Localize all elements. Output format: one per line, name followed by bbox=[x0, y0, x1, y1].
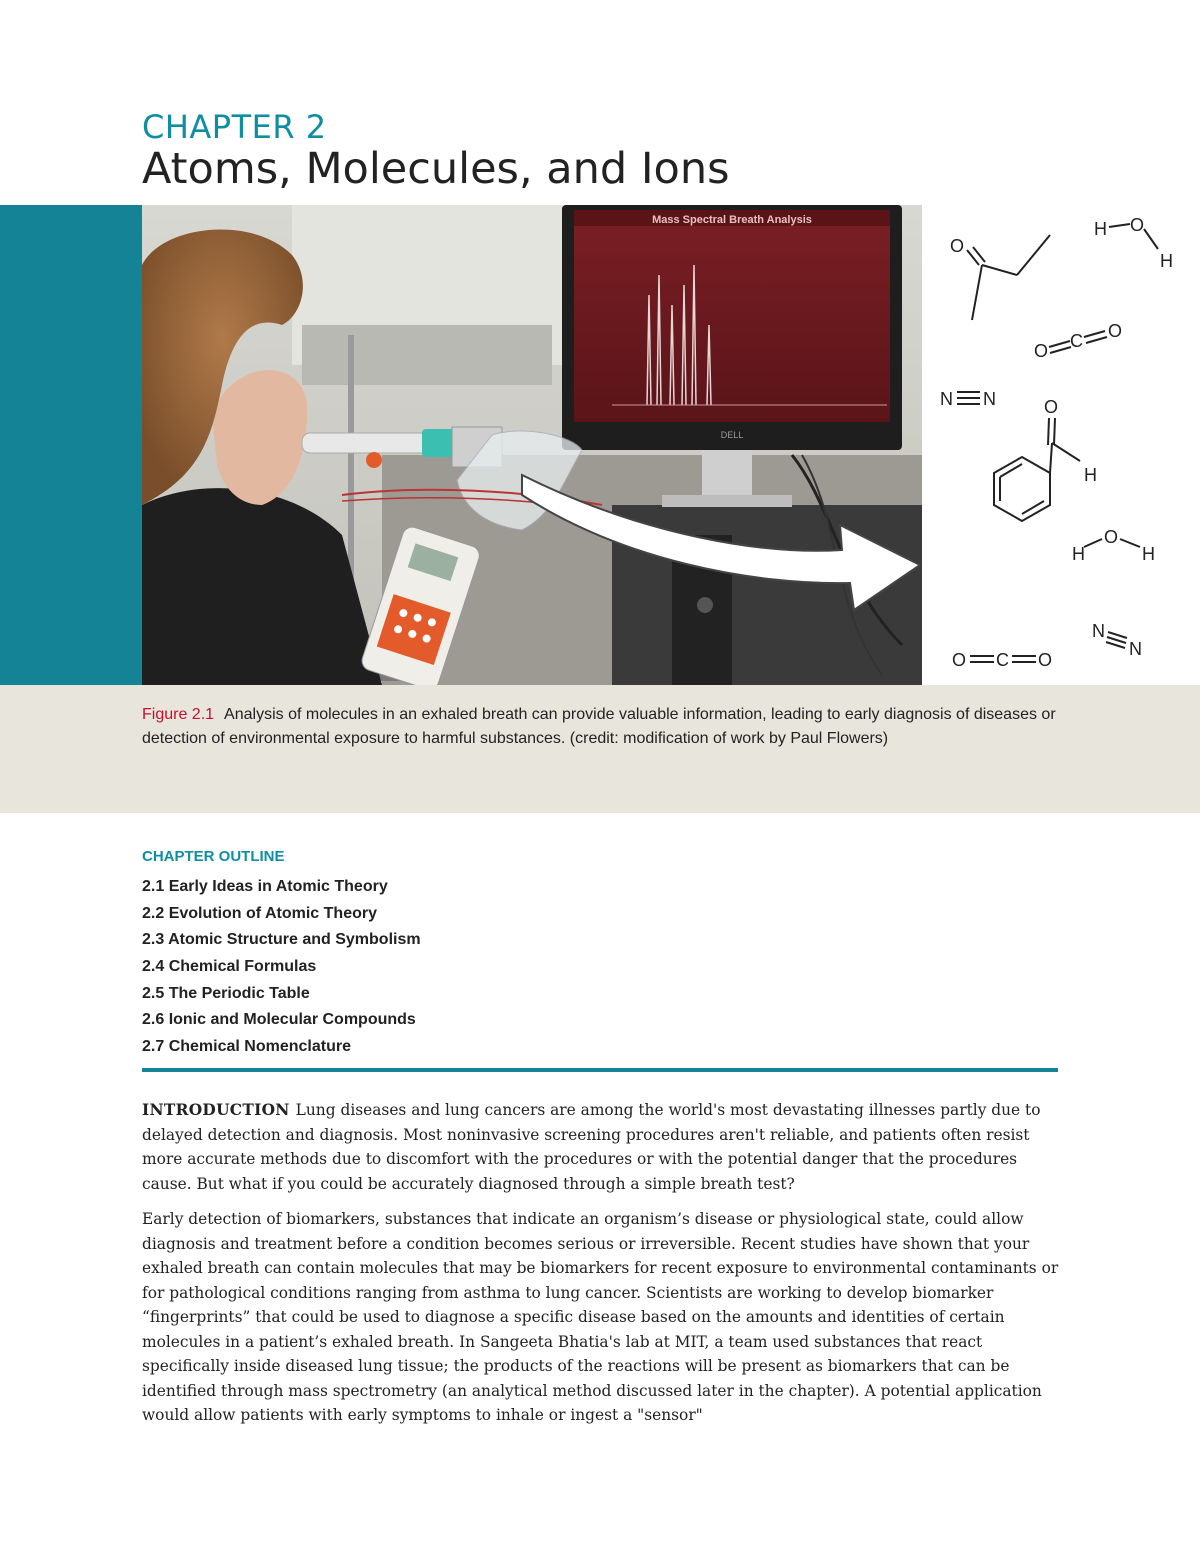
co2-a-c: C bbox=[1070, 331, 1083, 351]
outline-item[interactable]: 2.5 The Periodic Table bbox=[142, 984, 310, 1002]
chapter-outline-heading: CHAPTER OUTLINE bbox=[142, 848, 285, 865]
co2-a-o1: O bbox=[1034, 341, 1049, 361]
water-top-h2: H bbox=[1160, 251, 1173, 271]
outline-item[interactable]: 2.6 Ionic and Molecular Compounds bbox=[142, 1011, 416, 1029]
introduction-paragraph-2: Early detection of biomarkers, substances that indicate an organism’s disease or physiological state, could allow diagnosis and treatment before a condition becomes serious or irreversible. Recent studies have shown that your exhaled breath can contain molecules that may be biomarkers for recent exposure to environmental contaminants or for pathological conditions ranging from asthma to lung cancer. Scientists are working to develop biomarker “fingerprints” that could be used to diagnose a specific disease based on the amounts and identities of certain molecules in a patient’s exhaled breath. In Sangeeta Bhatia's lab at MIT, a team used substances that react specifically inside diseased lung tissue; the products of the reactions will be present as biomarkers that can be identified through mass spectrometry (an analytical method discussed later in the chapter). A potential application would allow patients with early symptoms to inhale or ingest a "sensor" bbox=[142, 1210, 1059, 1424]
introduction-paragraph-1 bbox=[142, 1098, 1062, 1196]
outline-item[interactable]: 2.1 Early Ideas in Atomic Theory bbox=[142, 878, 388, 895]
figure-caption-text: Analysis of molecules in an exhaled breath can provide valuable information, leading to early diagnosis of diseases or detection of environmental exposure to harmful substances. (credit: modification of work by Paul Flowers) bbox=[142, 706, 1056, 747]
figure-accent-bar bbox=[0, 205, 142, 685]
outline-item[interactable]: 2.4 Chemical Formulas bbox=[142, 958, 317, 976]
n2-b-n2: N bbox=[1129, 639, 1142, 659]
chapter-title: Atoms, Molecules, and Ions bbox=[142, 144, 730, 194]
outline-item[interactable]: 2.7 Chemical Nomenclature bbox=[142, 1038, 351, 1056]
molecule-diagrams bbox=[922, 205, 1200, 685]
co2-b-o1: O bbox=[952, 650, 967, 670]
water-mid-h2: H bbox=[1142, 544, 1155, 564]
co2-b-o2: O bbox=[1038, 650, 1053, 670]
outline-item[interactable]: 2.3 Atomic Structure and Symbolism bbox=[142, 931, 421, 949]
outline-item[interactable]: 2.2 Evolution of Atomic Theory bbox=[142, 904, 377, 922]
benzaldehyde-h: H bbox=[1084, 465, 1097, 485]
monitor-title: Mass Spectral Breath Analysis bbox=[652, 214, 812, 226]
n2-b-n1: N bbox=[1092, 621, 1105, 641]
benzaldehyde-o: O bbox=[1044, 397, 1059, 417]
chapter-label: CHAPTER 2 bbox=[142, 108, 327, 146]
water-top-o: O bbox=[1130, 215, 1145, 235]
chapter-outline-list bbox=[142, 876, 421, 1063]
introduction-label: INTRODUCTION bbox=[142, 1101, 290, 1119]
butanone-oxygen: O bbox=[950, 236, 965, 256]
introduction-text-1: Lung diseases and lung cancers are among the world's most devastating illnesses partly due to delayed detection and diagnosis. Most noninvasive screening procedures aren't reliable, and patients often resist more accurate methods due to discomfort with the procedures or with the potential danger that the procedures cause. But what if you could be accurately diagnosed through a simple breath test? bbox=[142, 1101, 1041, 1193]
n2-a-n2: N bbox=[983, 389, 996, 409]
monitor-brand: DELL bbox=[720, 430, 744, 440]
water-mid-h1: H bbox=[1072, 544, 1085, 564]
co2-a-o2: O bbox=[1108, 321, 1123, 341]
figure-label: Figure 2.1 bbox=[142, 706, 215, 723]
introduction-section bbox=[142, 1098, 1062, 1439]
co2-b-c: C bbox=[996, 650, 1009, 670]
water-mid-o: O bbox=[1104, 527, 1119, 547]
n2-a-n1: N bbox=[940, 389, 953, 409]
figure-photo bbox=[142, 205, 922, 685]
section-divider bbox=[142, 1068, 1058, 1072]
water-top-h1: H bbox=[1094, 219, 1107, 239]
figure-caption bbox=[142, 703, 1057, 751]
